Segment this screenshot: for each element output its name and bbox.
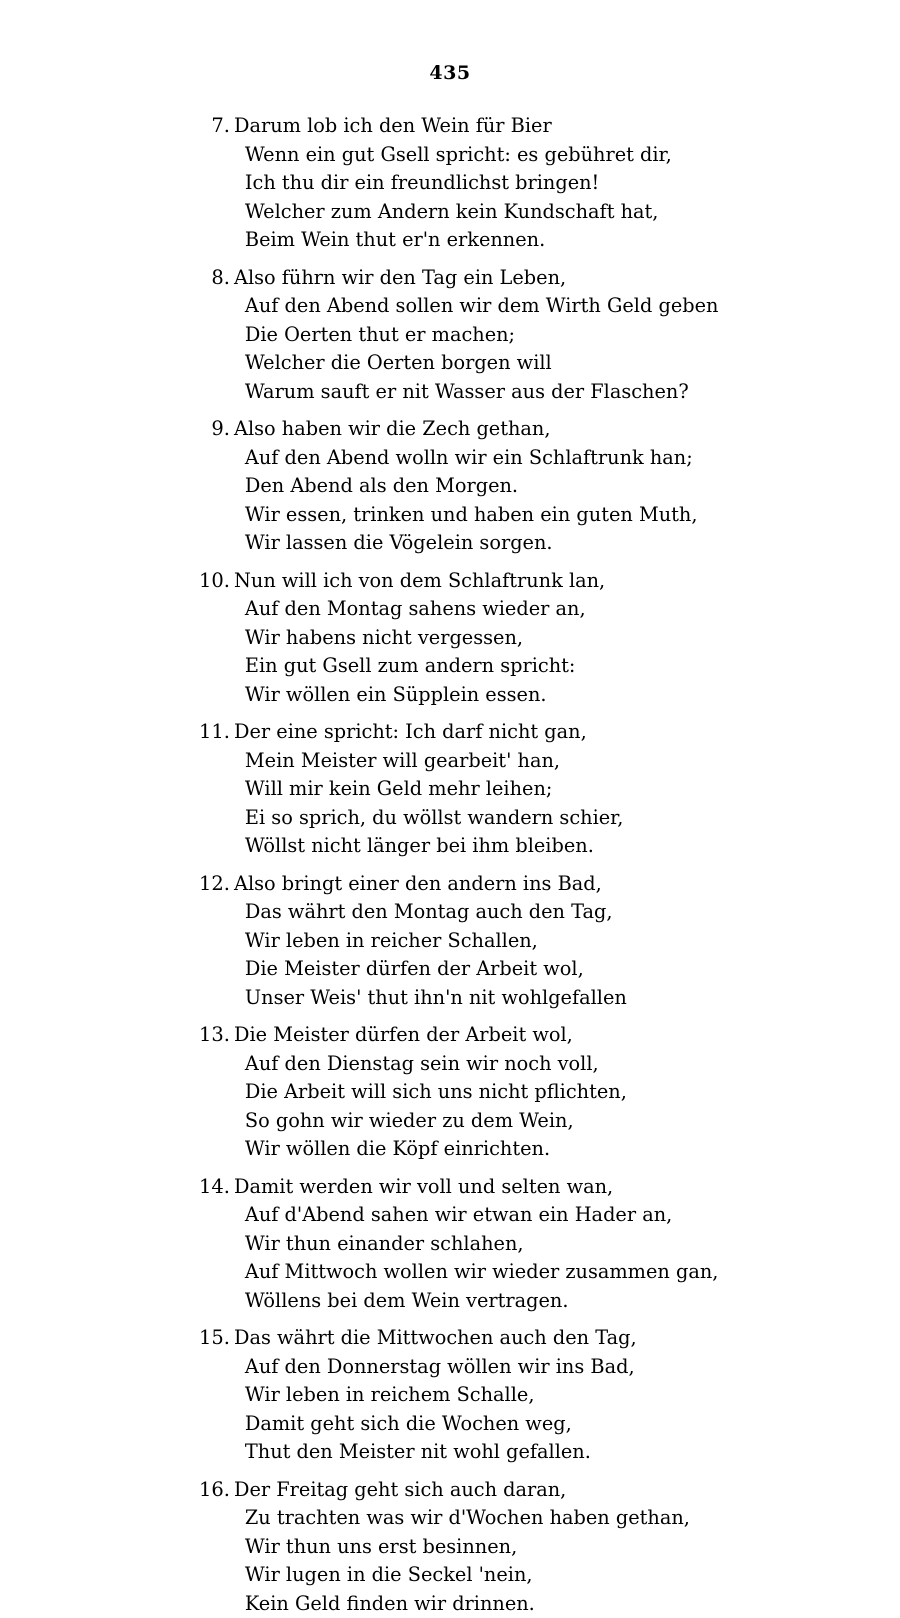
poem-line: Also haben wir die Zech gethan, [234, 415, 893, 444]
stanza-lines [230, 567, 900, 710]
poem-line: Die Meister dürfen der Arbeit wol, [234, 1021, 893, 1050]
poem-line: Also führn wir den Tag ein Leben, [234, 264, 893, 293]
poem-line: Auf den Abend sollen wir dem Wirth Geld geben [234, 292, 893, 321]
poem-line: Ei so sprich, du wöllst wandern schier, [234, 804, 893, 833]
stanza [0, 1324, 900, 1467]
stanza-number: 13. [196, 1021, 230, 1050]
poem-line: Den Abend als den Morgen. [234, 472, 893, 501]
stanza [0, 264, 900, 407]
stanza [0, 1173, 900, 1316]
stanza-lines [230, 1173, 900, 1316]
poem-line: Mein Meister will gearbeit' han, [234, 747, 893, 776]
poem-line: Kein Geld finden wir drinnen. [234, 1590, 893, 1618]
stanza-lines [230, 1324, 900, 1467]
poem-line: Die Oerten thut er machen; [234, 321, 893, 350]
stanza [0, 870, 900, 1013]
poem-line: Warum sauft er nit Wasser aus der Flaschen? [234, 378, 893, 407]
poem-line: Auf den Donnerstag wöllen wir ins Bad, [234, 1353, 893, 1382]
stanza-lines [230, 112, 900, 255]
poem-line: Wir wöllen ein Süpplein essen. [234, 681, 893, 710]
stanza-lines [230, 1476, 900, 1618]
poem-line: Welcher die Oerten borgen will [234, 349, 893, 378]
poem-line: Wir leben in reicher Schallen, [234, 927, 893, 956]
stanza-number: 10. [196, 567, 230, 596]
poem-line: Wöllens bei dem Wein vertragen. [234, 1287, 893, 1316]
poem-line: Darum lob ich den Wein für Bier [234, 112, 893, 141]
poem-line: Damit werden wir voll und selten wan, [234, 1173, 893, 1202]
poem-line: Auf den Dienstag sein wir noch voll, [234, 1050, 893, 1079]
poem-line: Das währt den Montag auch den Tag, [234, 898, 893, 927]
poem-line: Wir leben in reichem Schalle, [234, 1381, 893, 1410]
page-number: 435 [0, 0, 900, 84]
poem-line: So gohn wir wieder zu dem Wein, [234, 1107, 893, 1136]
poem-line: Der Freitag geht sich auch daran, [234, 1476, 893, 1505]
poem-line: Die Meister dürfen der Arbeit wol, [234, 955, 893, 984]
stanza-lines [230, 264, 900, 407]
poem-line: Auf d'Abend sahen wir etwan ein Hader an, [234, 1201, 893, 1230]
poem-line: Zu trachten was wir d'Wochen haben gethan, [234, 1504, 893, 1533]
stanza [0, 718, 900, 861]
stanza-lines [230, 1021, 900, 1164]
stanza-lines [230, 415, 900, 558]
poem-line: Also bringt einer den andern ins Bad, [234, 870, 893, 899]
stanza-lines [230, 718, 900, 861]
stanza-number: 12. [196, 870, 230, 899]
poem-line: Will mir kein Geld mehr leihen; [234, 775, 893, 804]
poem-line: Auf Mittwoch wollen wir wieder zusammen gan, [234, 1258, 893, 1287]
poem-line: Welcher zum Andern kein Kundschaft hat, [234, 198, 893, 227]
poem-line: Beim Wein thut er'n erkennen. [234, 226, 893, 255]
poem-line: Wir thun einander schlahen, [234, 1230, 893, 1259]
poem-line: Wöllst nicht länger bei ihm bleiben. [234, 832, 893, 861]
stanza [0, 567, 900, 710]
stanza [0, 415, 900, 558]
poem-line: Wir essen, trinken und haben ein guten Muth, [234, 501, 893, 530]
stanza [0, 1476, 900, 1618]
poem-line: Wir thun uns erst besinnen, [234, 1533, 893, 1562]
stanza-number: 11. [196, 718, 230, 747]
poem-line: Damit geht sich die Wochen weg, [234, 1410, 893, 1439]
poem-line: Wir wöllen die Köpf einrichten. [234, 1135, 893, 1164]
stanza [0, 112, 900, 255]
stanza-number: 7. [196, 112, 230, 141]
poem-line: Wir lugen in die Seckel 'nein, [234, 1561, 893, 1590]
poem-body [0, 84, 900, 1618]
stanza [0, 1021, 900, 1164]
stanza-number: 15. [196, 1324, 230, 1353]
poem-line: Auf den Montag sahens wieder an, [234, 595, 893, 624]
stanza-number: 8. [196, 264, 230, 293]
poem-line: Nun will ich von dem Schlaftrunk lan, [234, 567, 893, 596]
poem-line: Auf den Abend wolln wir ein Schlaftrunk han; [234, 444, 893, 473]
poem-line: Wir habens nicht vergessen, [234, 624, 893, 653]
stanza-lines [230, 870, 900, 1013]
poem-line: Unser Weis' thut ihn'n nit wohlgefallen [234, 984, 893, 1013]
poem-line: Ein gut Gsell zum andern spricht: [234, 652, 893, 681]
poem-line: Wir lassen die Vögelein sorgen. [234, 529, 893, 558]
poem-line: Thut den Meister nit wohl gefallen. [234, 1438, 893, 1467]
poem-line: Die Arbeit will sich uns nicht pflichten, [234, 1078, 893, 1107]
stanza-number: 9. [196, 415, 230, 444]
poem-line: Der eine spricht: Ich darf nicht gan, [234, 718, 893, 747]
poem-line: Wenn ein gut Gsell spricht: es gebühret dir, [234, 141, 893, 170]
stanza-number: 14. [196, 1173, 230, 1202]
stanza-number: 16. [196, 1476, 230, 1505]
poem-line: Das währt die Mittwochen auch den Tag, [234, 1324, 893, 1353]
poem-line: Ich thu dir ein freundlichst bringen! [234, 169, 893, 198]
